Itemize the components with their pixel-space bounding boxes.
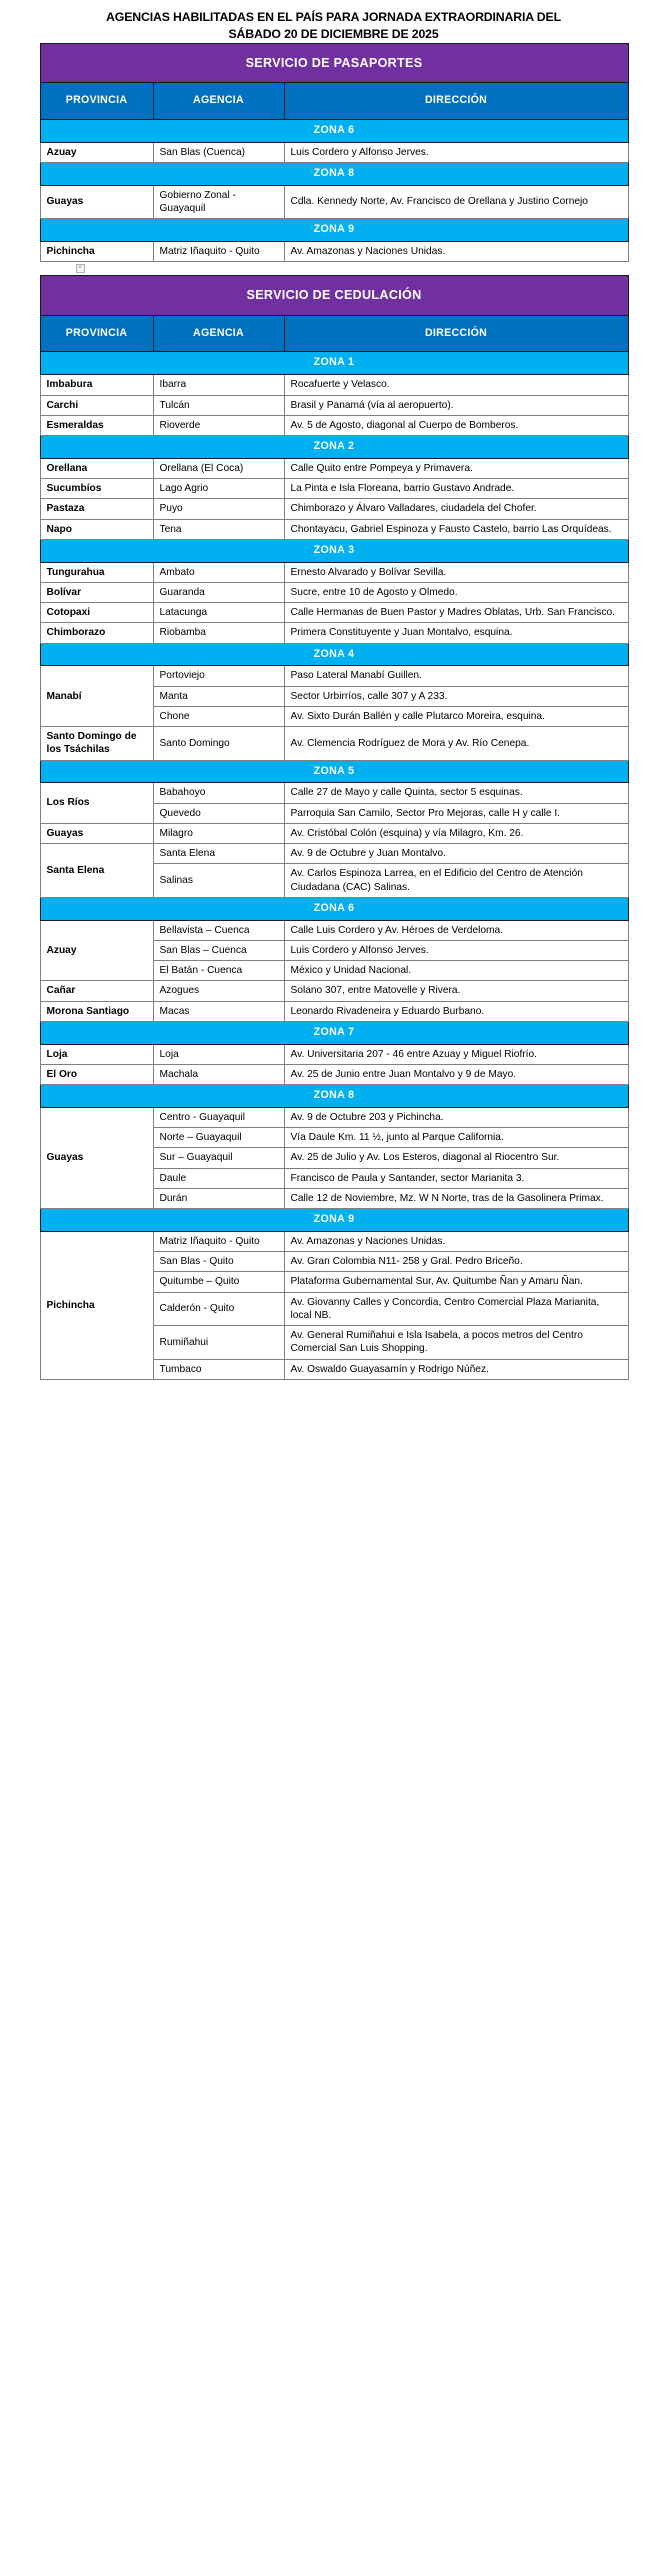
cell-provincia: Orellana [40, 458, 153, 478]
cell-agencia: Macas [153, 1001, 284, 1021]
cell-provincia: Chimborazo [40, 623, 153, 643]
cell-direccion: Vía Daule Km. 11 ½, junto al Parque California. [284, 1128, 628, 1148]
column-header-agencia: AGENCIA [153, 315, 284, 352]
cell-provincia: Cañar [40, 981, 153, 1001]
cell-direccion: Sucre, entre 10 de Agosto y Olmedo. [284, 582, 628, 602]
tables-root [40, 43, 628, 1380]
cell-provincia: Sucumbíos [40, 479, 153, 499]
zone-band-row [40, 120, 628, 143]
cell-agencia: Matriz Iñaquito - Quito [153, 1231, 284, 1251]
cell-provincia: Bolívar [40, 582, 153, 602]
cell-direccion: Av. 25 de Junio entre Juan Montalvo y 9 de Mayo. [284, 1064, 628, 1084]
tables-container [40, 43, 628, 1380]
cell-agencia: Tulcán [153, 395, 284, 415]
cell-direccion: Av. Clemencia Rodríguez de Mora y Av. Río Cenepa. [284, 727, 628, 761]
column-header-direccion: DIRECCIÓN [284, 315, 628, 352]
table-row [40, 242, 628, 262]
table-row [40, 582, 628, 602]
table-row [40, 142, 628, 162]
cell-provincia: Guayas [40, 1107, 153, 1208]
page-title-line-2: SÁBADO 20 DE DICIEMBRE DE 2025 [228, 26, 439, 41]
zone-label: ZONA 6 [40, 897, 628, 920]
service-banner-title: SERVICIO DE PASAPORTES [40, 43, 628, 82]
table-row [40, 783, 628, 803]
cell-provincia: Esmeraldas [40, 415, 153, 435]
table-row [40, 375, 628, 395]
cell-agencia: Centro - Guayaquil [153, 1107, 284, 1127]
service-banner-row [40, 43, 628, 82]
cell-agencia: Santa Elena [153, 844, 284, 864]
cell-agencia: San Blas (Cuenca) [153, 142, 284, 162]
cell-agencia: Gobierno Zonal - Guayaquil [153, 185, 284, 219]
cell-direccion: Cdla. Kennedy Norte, Av. Francisco de Orellana y Justino Cornejo [284, 185, 628, 219]
cell-agencia: Lago Agrio [153, 479, 284, 499]
zone-band-row [40, 539, 628, 562]
cell-direccion: Chimborazo y Álvaro Valladares, ciudadela del Chofer. [284, 499, 628, 519]
table-row [40, 981, 628, 1001]
table-row [40, 1107, 628, 1127]
cell-agencia: Rioverde [153, 415, 284, 435]
cell-agencia: Matriz Iñaquito - Quito [153, 242, 284, 262]
cell-provincia: Napo [40, 519, 153, 539]
table-gap [40, 262, 628, 275]
cell-direccion: Calle Luis Cordero y Av. Héroes de Verdeloma. [284, 920, 628, 940]
cell-provincia: Santa Elena [40, 844, 153, 898]
cell-agencia: Babahoyo [153, 783, 284, 803]
zone-band-row [40, 1021, 628, 1044]
cell-agencia: Manta [153, 686, 284, 706]
cell-direccion: Av. Universitaria 207 - 46 entre Azuay y Miguel Riofrío. [284, 1044, 628, 1064]
zone-band-row [40, 643, 628, 666]
cell-direccion: Calle Hermanas de Buen Pastor y Madres Oblatas, Urb. San Francisco. [284, 603, 628, 623]
zone-label: ZONA 7 [40, 1021, 628, 1044]
zone-label: ZONA 4 [40, 643, 628, 666]
service-table [40, 43, 629, 262]
service-banner-row [40, 276, 628, 315]
table-row [40, 603, 628, 623]
cell-agencia: Santo Domingo [153, 727, 284, 761]
table-anchor-icon[interactable]: + [76, 264, 85, 273]
zone-band-row [40, 1209, 628, 1232]
zone-label: ZONA 8 [40, 1085, 628, 1108]
zone-band-row [40, 219, 628, 242]
cell-agencia: Chone [153, 706, 284, 726]
zone-band-row [40, 352, 628, 375]
cell-provincia: Pastaza [40, 499, 153, 519]
cell-agencia: Tena [153, 519, 284, 539]
cell-direccion: Av. 25 de Julio y Av. Los Esteros, diagonal al Riocentro Sur. [284, 1148, 628, 1168]
table-row [40, 727, 628, 761]
cell-direccion: Av. Sixto Durán Ballén y calle Plutarco Moreira, esquina. [284, 706, 628, 726]
cell-provincia: Morona Santiago [40, 1001, 153, 1021]
table-row [40, 415, 628, 435]
cell-direccion: Av. Giovanny Calles y Concordia, Centro Comercial Plaza Marianita, local NB. [284, 1292, 628, 1326]
cell-direccion: Av. 5 de Agosto, diagonal al Cuerpo de Bomberos. [284, 415, 628, 435]
cell-agencia: Riobamba [153, 623, 284, 643]
table-row [40, 499, 628, 519]
table-row [40, 458, 628, 478]
table-row [40, 623, 628, 643]
zone-band-row [40, 760, 628, 783]
cell-agencia: Portoviejo [153, 666, 284, 686]
cell-agencia: Latacunga [153, 603, 284, 623]
cell-agencia: San Blas - Quito [153, 1252, 284, 1272]
cell-agencia: Orellana (El Coca) [153, 458, 284, 478]
zone-band-row [40, 1085, 628, 1108]
cell-agencia: Tumbaco [153, 1359, 284, 1379]
column-header-provincia: PROVINCIA [40, 315, 153, 352]
table-row [40, 823, 628, 843]
cell-direccion: Calle Quito entre Pompeya y Primavera. [284, 458, 628, 478]
zone-label: ZONA 3 [40, 539, 628, 562]
service-banner-title: SERVICIO DE CEDULACIÓN [40, 276, 628, 315]
table-row [40, 1064, 628, 1084]
cell-direccion: Av. Oswaldo Guayasamín y Rodrigo Núñez. [284, 1359, 628, 1379]
zone-label: ZONA 5 [40, 760, 628, 783]
cell-direccion: Solano 307, entre Matovelle y Rivera. [284, 981, 628, 1001]
table-row [40, 666, 628, 686]
cell-direccion: Rocafuerte y Velasco. [284, 375, 628, 395]
page-bottom-spacer [0, 1380, 667, 1416]
cell-agencia: Salinas [153, 864, 284, 898]
table-row [40, 844, 628, 864]
cell-agencia: Durán [153, 1188, 284, 1208]
table-row [40, 1231, 628, 1251]
zone-band-row [40, 436, 628, 459]
cell-direccion: Francisco de Paula y Santander, sector Marianita 3. [284, 1168, 628, 1188]
column-header-provincia: PROVINCIA [40, 83, 153, 120]
table-row [40, 479, 628, 499]
cell-direccion: Av. 9 de Octubre y Juan Montalvo. [284, 844, 628, 864]
cell-provincia: Pichincha [40, 242, 153, 262]
cell-direccion: Calle 12 de Noviembre, Mz. W N Norte, tras de la Gasolinera Primax. [284, 1188, 628, 1208]
cell-direccion: Av. Carlos Espinoza Larrea, en el Edificio del Centro de Atención Ciudadana (CAC) Salinas. [284, 864, 628, 898]
zone-label: ZONA 6 [40, 120, 628, 143]
table-row [40, 920, 628, 940]
cell-direccion: Plataforma Gubernamental Sur, Av. Quitumbe Ñan y Amaru Ñan. [284, 1272, 628, 1292]
cell-agencia: Norte – Guayaquil [153, 1128, 284, 1148]
cell-direccion: La Pinta e Isla Floreana, barrio Gustavo Andrade. [284, 479, 628, 499]
cell-provincia: Tungurahua [40, 562, 153, 582]
cell-agencia: Sur – Guayaquil [153, 1148, 284, 1168]
zone-label: ZONA 1 [40, 352, 628, 375]
cell-agencia: Bellavista – Cuenca [153, 920, 284, 940]
cell-direccion: Av. Amazonas y Naciones Unidas. [284, 1231, 628, 1251]
table-row [40, 562, 628, 582]
column-header-agencia: AGENCIA [153, 83, 284, 120]
cell-agencia: Milagro [153, 823, 284, 843]
cell-agencia: Ambato [153, 562, 284, 582]
cell-provincia: Azuay [40, 142, 153, 162]
cell-agencia: Quitumbe – Quito [153, 1272, 284, 1292]
zone-label: ZONA 9 [40, 1209, 628, 1232]
table-row [40, 1044, 628, 1064]
cell-direccion: Calle 27 de Mayo y calle Quinta, sector 5 esquinas. [284, 783, 628, 803]
cell-direccion: Av. 9 de Octubre 203 y Pichincha. [284, 1107, 628, 1127]
cell-direccion: Brasil y Panamá (vía al aeropuerto). [284, 395, 628, 415]
cell-direccion: Sector Urbirríos, calle 307 y A 233. [284, 686, 628, 706]
cell-provincia: Guayas [40, 823, 153, 843]
cell-provincia: Los Ríos [40, 783, 153, 824]
cell-direccion: México y Unidad Nacional. [284, 961, 628, 981]
cell-direccion: Av. Gran Colombia N11- 258 y Gral. Pedro Briceño. [284, 1252, 628, 1272]
cell-agencia: Daule [153, 1168, 284, 1188]
service-table [40, 275, 629, 1380]
cell-direccion: Paso Lateral Manabí Guillen. [284, 666, 628, 686]
table-row [40, 1001, 628, 1021]
cell-provincia: Guayas [40, 185, 153, 219]
cell-agencia: Quevedo [153, 803, 284, 823]
cell-provincia: Loja [40, 1044, 153, 1064]
zone-band-row [40, 163, 628, 186]
column-header-row [40, 83, 628, 120]
cell-agencia: Machala [153, 1064, 284, 1084]
cell-provincia: Manabí [40, 666, 153, 727]
cell-agencia: Azogues [153, 981, 284, 1001]
cell-agencia: Ibarra [153, 375, 284, 395]
cell-agencia: Puyo [153, 499, 284, 519]
zone-band-row [40, 897, 628, 920]
cell-provincia: Santo Domingo de los Tsáchilas [40, 727, 153, 761]
page-title-line-1: AGENCIAS HABILITADAS EN EL PAÍS PARA JORNADA EXTRAORDINARIA DEL [106, 10, 561, 24]
cell-agencia: Calderón - Quito [153, 1292, 284, 1326]
cell-direccion: Parroquia San Camilo, Sector Pro Mejoras, calle H y calle I. [284, 803, 628, 823]
zone-label: ZONA 9 [40, 219, 628, 242]
cell-direccion: Av. Amazonas y Naciones Unidas. [284, 242, 628, 262]
cell-agencia: El Batán - Cuenca [153, 961, 284, 981]
cell-direccion: Chontayacu, Gabriel Espinoza y Fausto Castelo, barrio Las Orquídeas. [284, 519, 628, 539]
cell-provincia: Cotopaxi [40, 603, 153, 623]
column-header-direccion: DIRECCIÓN [284, 83, 628, 120]
cell-direccion: Av. Cristóbal Colón (esquina) y vía Milagro, Km. 26. [284, 823, 628, 843]
table-row [40, 395, 628, 415]
table-row [40, 519, 628, 539]
cell-direccion: Leonardo Rivadeneira y Eduardo Burbano. [284, 1001, 628, 1021]
cell-direccion: Ernesto Alvarado y Bolívar Sevilla. [284, 562, 628, 582]
cell-direccion: Av. General Rumiñahui e Isla Isabela, a pocos metros del Centro Comercial San Luis Shopping. [284, 1326, 628, 1360]
page-title [0, 0, 667, 43]
cell-provincia: Imbabura [40, 375, 153, 395]
cell-direccion: Luis Cordero y Alfonso Jerves. [284, 142, 628, 162]
zone-label: ZONA 8 [40, 163, 628, 186]
cell-agencia: Rumiñahui [153, 1326, 284, 1360]
cell-provincia: El Oro [40, 1064, 153, 1084]
column-header-row [40, 315, 628, 352]
cell-direccion: Primera Constituyente y Juan Montalvo, esquina. [284, 623, 628, 643]
cell-agencia: Guaranda [153, 582, 284, 602]
cell-provincia: Azuay [40, 920, 153, 981]
table-row [40, 185, 628, 219]
cell-direccion: Luis Cordero y Alfonso Jerves. [284, 940, 628, 960]
zone-label: ZONA 2 [40, 436, 628, 459]
cell-agencia: San Blas – Cuenca [153, 940, 284, 960]
cell-provincia: Pichincha [40, 1231, 153, 1379]
cell-provincia: Carchi [40, 395, 153, 415]
cell-agencia: Loja [153, 1044, 284, 1064]
